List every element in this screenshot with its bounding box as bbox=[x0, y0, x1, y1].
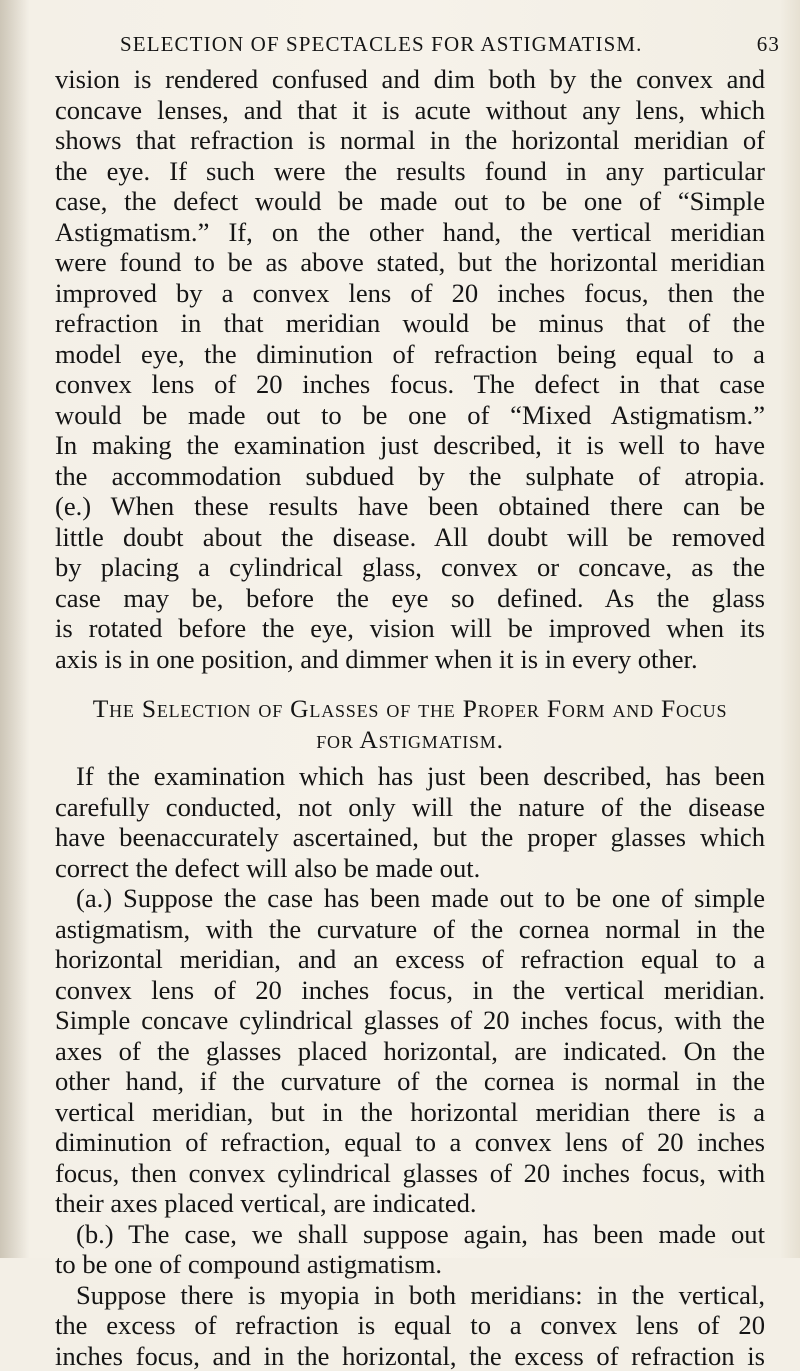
section-heading-line: for Astigmatism. bbox=[55, 725, 765, 756]
spine-shadow bbox=[0, 0, 30, 1258]
body-text bbox=[55, 64, 765, 1371]
text-line: shows that refraction is normal in the horizontal meridian of bbox=[55, 125, 765, 156]
text-line: correct the defect will also be made out. bbox=[55, 853, 765, 884]
text-line: Astigmatism.” If, on the other hand, the vertical meridian bbox=[55, 217, 765, 248]
text-line: focus, then convex cylindrical glasses of 20 inches focus, with bbox=[55, 1158, 765, 1189]
text-line: were found to be as above stated, but the horizontal meridian bbox=[55, 247, 765, 278]
spacer bbox=[55, 674, 765, 694]
running-head bbox=[120, 32, 760, 57]
text-line: axes of the glasses placed horizontal, are indicated. On the bbox=[55, 1036, 765, 1067]
text-line: have beenaccurately ascertained, but the proper glasses which bbox=[55, 822, 765, 853]
text-line: astigmatism, with the curvature of the cornea normal in the bbox=[55, 914, 765, 945]
text-line: other hand, if the curvature of the cornea is normal in the bbox=[55, 1066, 765, 1097]
text-line: (b.) The case, we shall suppose again, has been made out bbox=[55, 1219, 765, 1250]
paragraph bbox=[55, 761, 765, 883]
text-line: Simple concave cylindrical glasses of 20 inches focus, with the bbox=[55, 1005, 765, 1036]
running-title: SELECTION OF SPECTACLES FOR ASTIGMATISM. bbox=[120, 32, 642, 56]
text-line: In making the examination just described, it is well to have bbox=[55, 430, 765, 461]
section-heading bbox=[55, 694, 765, 755]
text-line: little doubt about the disease. All doubt will be removed bbox=[55, 522, 765, 553]
section-heading-line: The Selection of Glasses of the Proper Form and Focus bbox=[55, 694, 765, 725]
text-line: refraction in that meridian would be minus that of the bbox=[55, 308, 765, 339]
text-line: Suppose there is myopia in both meridians: in the vertical, bbox=[55, 1280, 765, 1311]
text-line: improved by a convex lens of 20 inches focus, then the bbox=[55, 278, 765, 309]
text-line: their axes placed vertical, are indicated. bbox=[55, 1188, 765, 1219]
text-line: case, the defect would be made out to be one of “Simple bbox=[55, 186, 765, 217]
text-line: convex lens of 20 inches focus, in the vertical meridian. bbox=[55, 975, 765, 1006]
text-line: vertical meridian, but in the horizontal meridian there is a bbox=[55, 1097, 765, 1128]
text-line: vision is rendered confused and dim both by the convex and bbox=[55, 64, 765, 95]
text-line: would be made out to be one of “Mixed Astigmatism.” bbox=[55, 400, 765, 431]
paragraph bbox=[55, 1280, 765, 1371]
text-line: the accommodation subdued by the sulphate of atropia. bbox=[55, 461, 765, 492]
text-line: to be one of compound astigmatism. bbox=[55, 1249, 765, 1280]
text-line: carefully conducted, not only will the nature of the disease bbox=[55, 792, 765, 823]
text-line: concave lenses, and that it is acute without any lens, which bbox=[55, 95, 765, 126]
text-line: the eye. If such were the results found in any particular bbox=[55, 156, 765, 187]
text-line: model eye, the diminution of refraction being equal to a bbox=[55, 339, 765, 370]
text-line: inches focus, and in the horizontal, the excess of refraction is bbox=[55, 1341, 765, 1371]
text-line: is rotated before the eye, vision will be improved when its bbox=[55, 613, 765, 644]
paragraph-continuation bbox=[55, 64, 765, 674]
paragraph bbox=[55, 1219, 765, 1280]
text-line: by placing a cylindrical glass, convex or concave, as the bbox=[55, 552, 765, 583]
text-line: (a.) Suppose the case has been made out to be one of simple bbox=[55, 883, 765, 914]
text-line: case may be, before the eye so defined. As the glass bbox=[55, 583, 765, 614]
text-line: axis is in one position, and dimmer when it is in every other. bbox=[55, 644, 765, 675]
page-number: 63 bbox=[757, 32, 780, 57]
text-line: horizontal meridian, and an excess of refraction equal to a bbox=[55, 944, 765, 975]
text-line: (e.) When these results have been obtained there can be bbox=[55, 491, 765, 522]
text-line: the excess of refraction is equal to a convex lens of 20 bbox=[55, 1310, 765, 1341]
text-line: diminution of refraction, equal to a convex lens of 20 inches bbox=[55, 1127, 765, 1158]
text-line: If the examination which has just been described, has been bbox=[55, 761, 765, 792]
paragraph bbox=[55, 883, 765, 1219]
text-line: convex lens of 20 inches focus. The defect in that case bbox=[55, 369, 765, 400]
